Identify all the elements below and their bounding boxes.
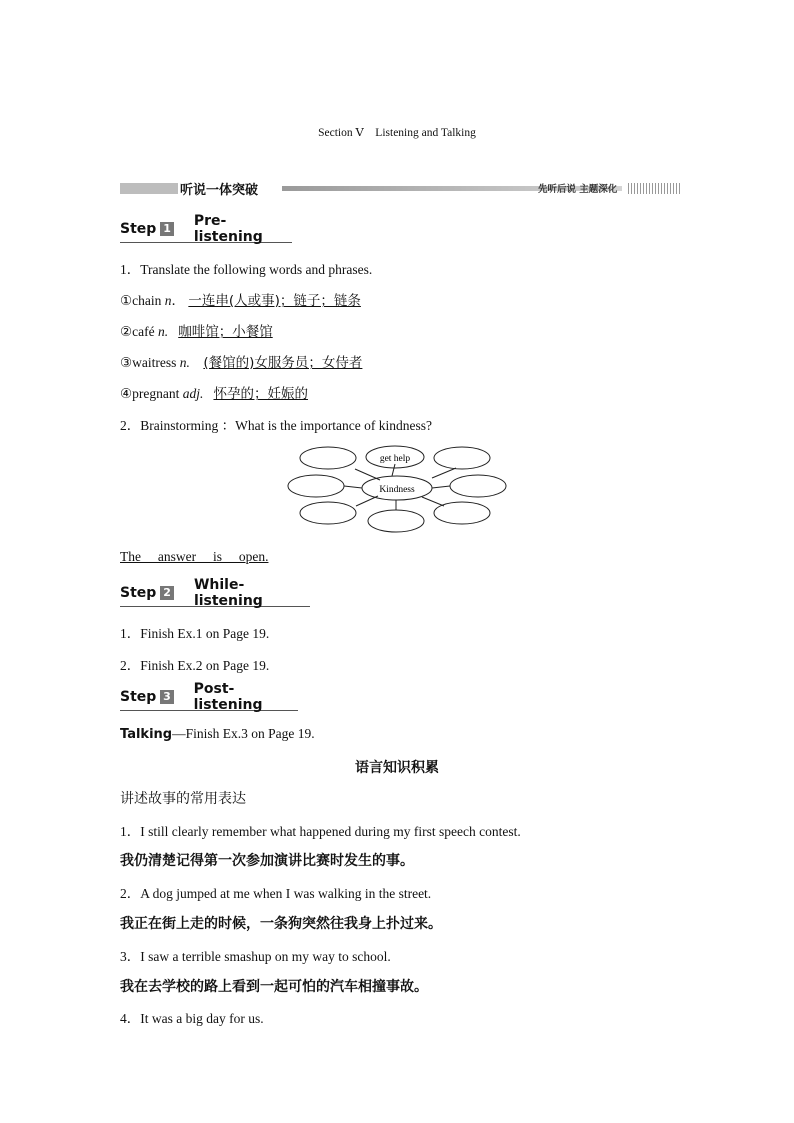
while-item-1: 1．Finish Ex.1 on Page 19.: [120, 626, 270, 641]
vocab-meaning: 怀孕的；妊娠的: [213, 386, 308, 402]
section-heading: 语言知识积累: [355, 760, 439, 776]
diagram-link: [392, 464, 395, 476]
step-name: While-listening: [193, 577, 263, 609]
vocab-word: café: [132, 324, 155, 339]
vocab-item-4: [120, 382, 308, 402]
vocab-word: chain: [132, 293, 162, 308]
empty-bubble: [450, 475, 506, 497]
vocab-item-1: [120, 289, 361, 309]
question-1: 1．Translate the following words and phrases.: [120, 262, 373, 277]
vocab-meaning: 一连串(人或事)；链子；链条: [188, 293, 361, 309]
band-bar-left: [120, 183, 178, 194]
vocab-marker: ②: [120, 324, 133, 339]
vocab-marker: ④: [120, 386, 133, 401]
empty-bubble: [300, 502, 356, 524]
vocab-pos: n.: [179, 355, 190, 370]
sentence-1-zh: 我仍清楚记得第一次参加演讲比赛时发生的事。: [120, 853, 414, 869]
talking-label: Talking: [120, 727, 173, 742]
step-2-heading: [120, 577, 310, 609]
diagram-top-label: get help: [379, 454, 411, 464]
vocab-pos: n: [164, 293, 172, 308]
vocab-marker: ③: [120, 355, 133, 370]
empty-bubble: [300, 447, 356, 469]
step-name: Pre-listening: [193, 213, 263, 245]
vocab-pos: adj.: [182, 386, 204, 401]
empty-bubble: [288, 475, 344, 497]
while-item-2: 2．Finish Ex.2 on Page 19.: [120, 658, 270, 673]
vocab-item-3: [120, 351, 362, 371]
step-number: 2: [160, 586, 174, 600]
step-3-heading: [120, 681, 298, 713]
subheading: 讲述故事的常用表达: [120, 791, 246, 807]
sentence-3-en: 3．I saw a terrible smashup on my way to school.: [120, 949, 391, 964]
step-word: Step: [120, 689, 157, 705]
empty-bubble: [434, 447, 490, 469]
sentence-4-en: 4．It was a big day for us.: [120, 1011, 264, 1026]
sentence-2-zh: 我正在街上走的时候，一条狗突然往我身上扑过来。: [120, 916, 442, 932]
vocab-meaning: (餐馆的)女服务员；女侍者: [203, 355, 363, 371]
vocab-word: waitress: [132, 355, 177, 370]
talking-text: —Finish Ex.3 on Page 19.: [172, 726, 315, 741]
band-label: 听说一体突破: [180, 183, 259, 198]
vocab-word: pregnant: [132, 386, 180, 401]
step-word: Step: [120, 221, 157, 237]
vocab-marker: ①: [120, 293, 133, 308]
diagram-link: [432, 468, 456, 478]
question-2: 2．Brainstorming ：What is the importance of kindness?: [120, 418, 432, 433]
empty-bubble: [434, 502, 490, 524]
diagram-link: [432, 486, 450, 488]
sentence-3-zh: 我在去学校的路上看到一起可怕的汽车相撞事故。: [120, 979, 428, 995]
vocab-pos: n.: [157, 324, 169, 339]
vocab-meaning: 咖啡馆；小餐馆: [178, 324, 273, 340]
diagram-link: [422, 497, 444, 506]
sentence-2-en: 2．A dog jumped at me when I was walking in the street.: [120, 886, 432, 901]
diagram-center-label: Kindness: [379, 485, 415, 495]
step-number: 1: [160, 222, 174, 236]
step-word: Step: [120, 585, 157, 601]
vocab-sep: ．: [171, 293, 185, 308]
step-1-heading: [120, 213, 292, 245]
kindness-diagram: [280, 440, 514, 536]
band-stripes: [628, 183, 680, 194]
step-name: Post-listening: [193, 681, 263, 713]
answer-line: The answer is open.: [120, 549, 269, 564]
step-number: 3: [160, 690, 173, 704]
page-title: Section Ⅴ Listening and Talking: [318, 127, 476, 139]
sentence-1-en: 1．I still clearly remember what happened during my first speech contest.: [120, 824, 521, 839]
diagram-link: [344, 486, 362, 488]
section-band: [120, 180, 680, 196]
talking-line: [120, 726, 315, 742]
band-right-label: 先听后说 主题深化: [538, 184, 618, 195]
empty-bubble: [368, 510, 424, 532]
vocab-item-2: [120, 320, 273, 340]
